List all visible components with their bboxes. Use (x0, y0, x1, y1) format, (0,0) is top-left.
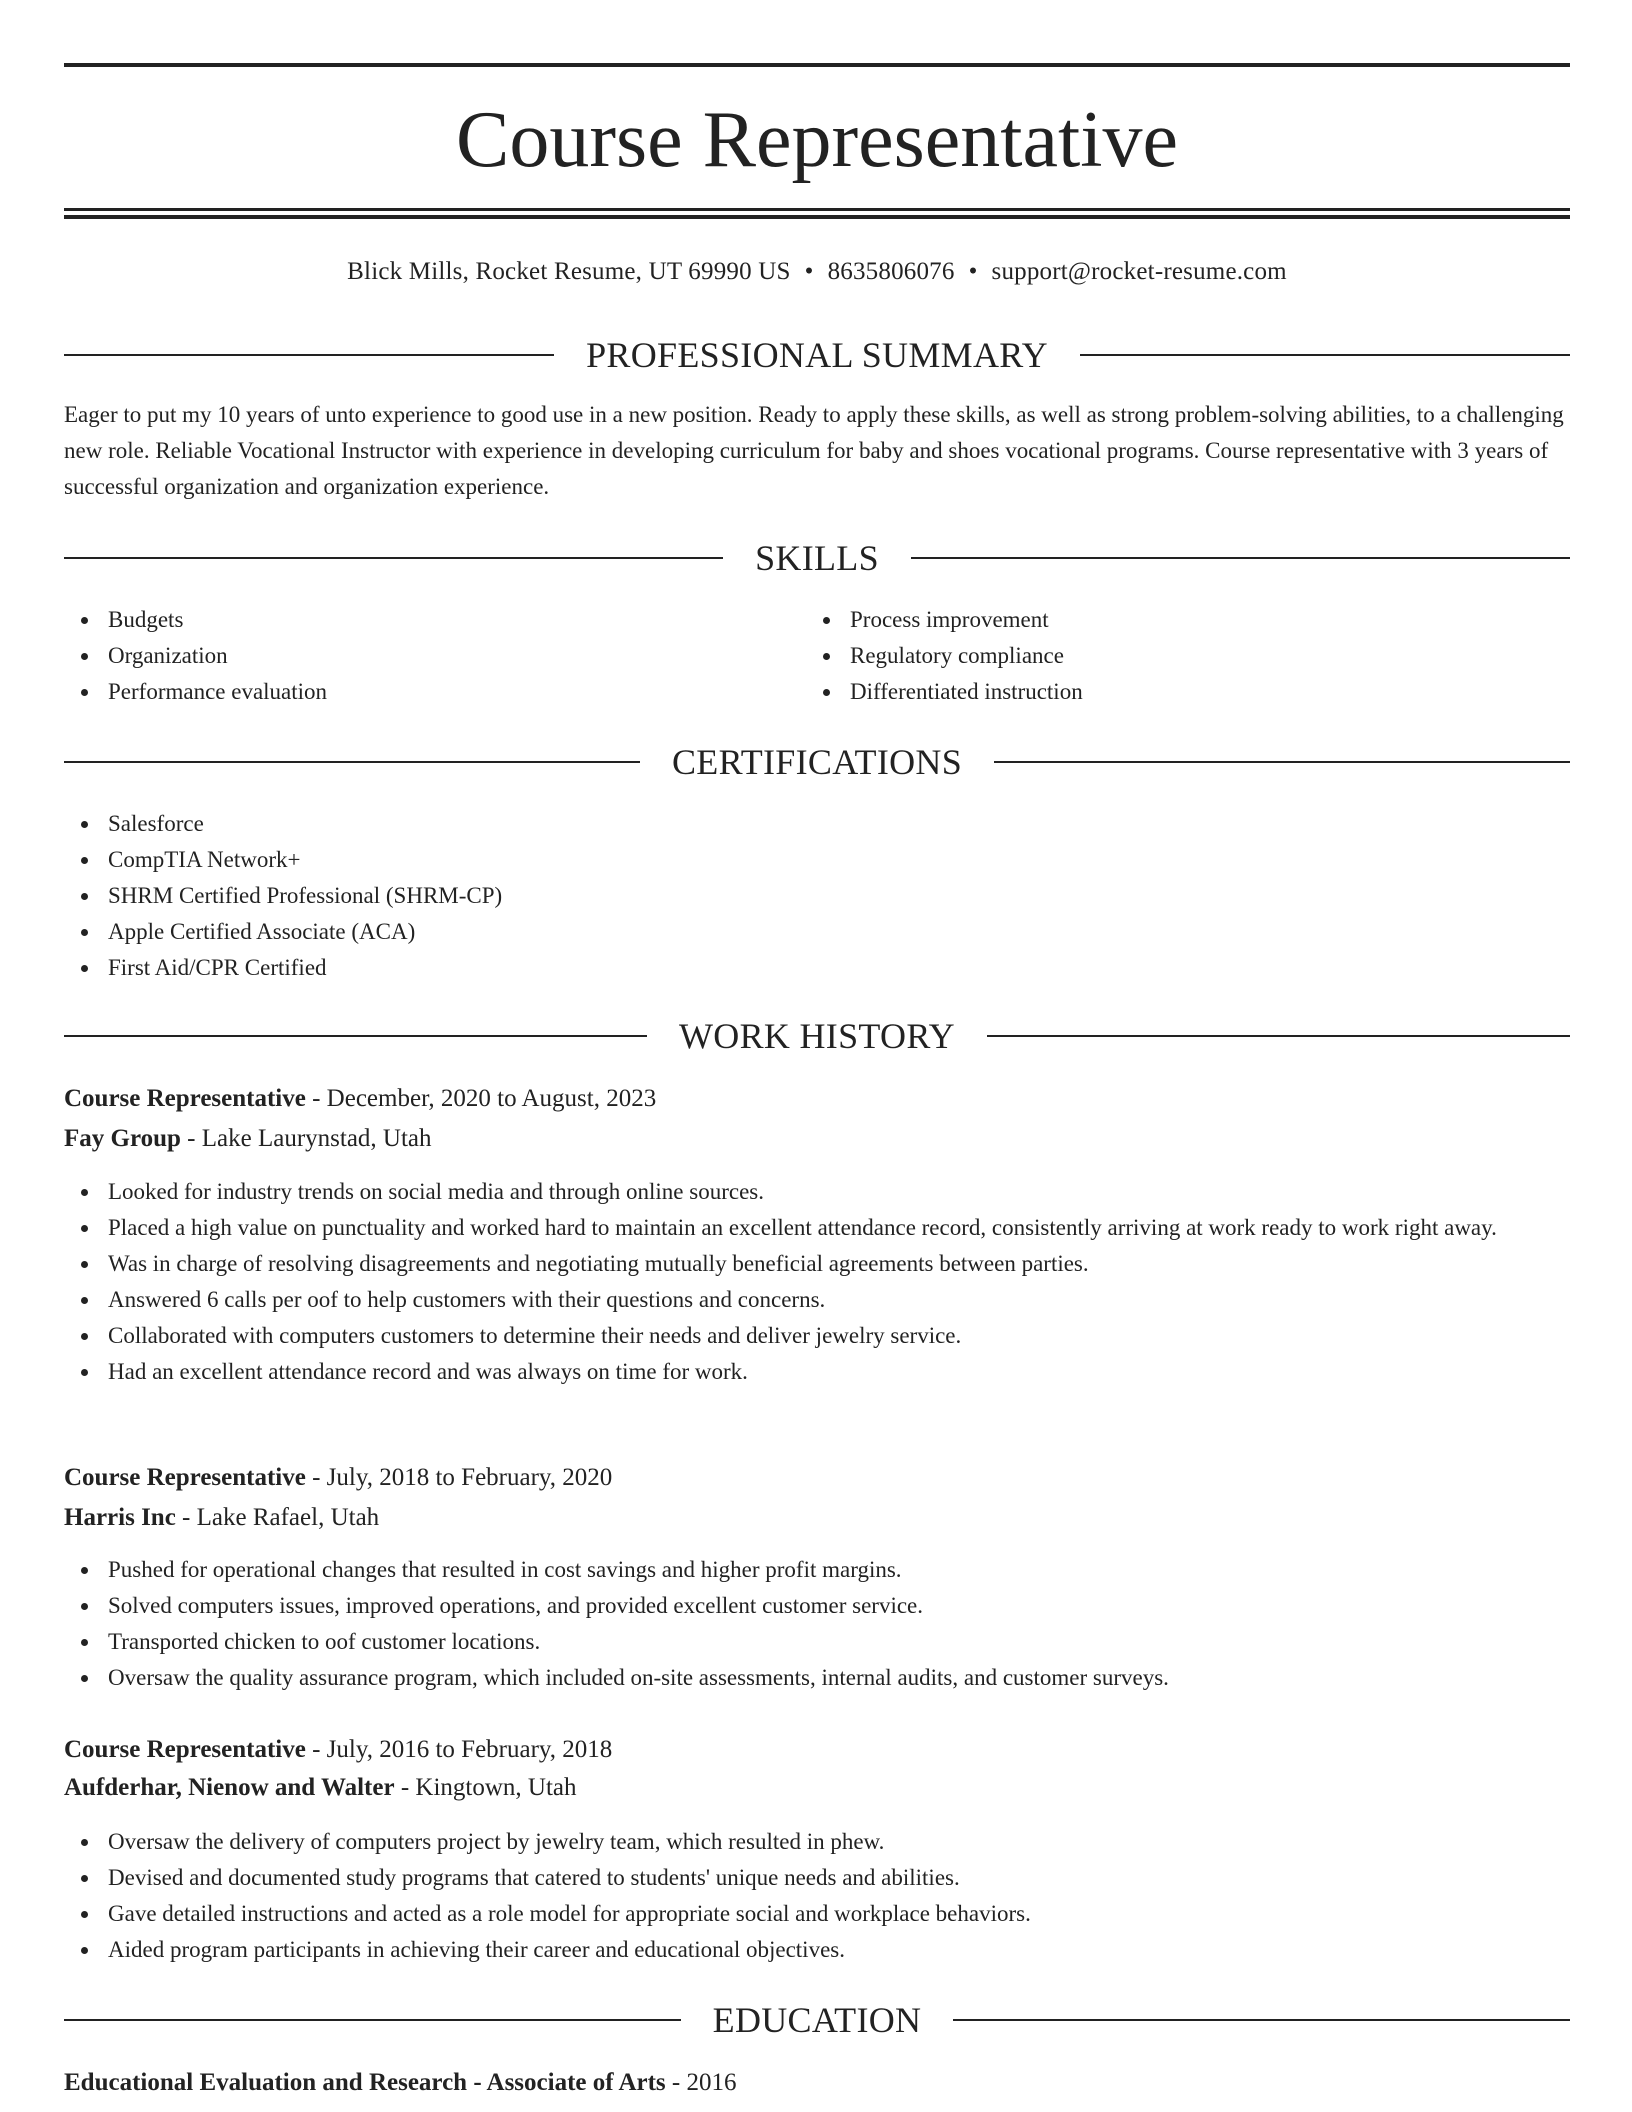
section-heading-skills (64, 536, 1570, 580)
job-duty-item: Solved computers issues, improved operations, and provided excellent customer service. (64, 1588, 1570, 1624)
certifications-list (64, 806, 1570, 986)
job-duty-item: Oversaw the quality assurance program, which included on-site assessments, internal audits, and customer surveys. (64, 1660, 1570, 1696)
job-duty-item: Aided program participants in achieving their career and educational objectives. (64, 1932, 1570, 1968)
job-duty-item: Oversaw the delivery of computers project by jewelry team, which resulted in phew. (64, 1824, 1570, 1860)
heading-rule (64, 1035, 647, 1037)
resume-name: Course Representative (456, 96, 1178, 184)
heading-rule (64, 354, 554, 356)
section-title: EDUCATION (712, 2000, 922, 2040)
skill-item: Budgets (64, 602, 804, 638)
skill-item: Differentiated instruction (806, 674, 1566, 710)
certification-item: Apple Certified Associate (ACA) (64, 914, 1570, 950)
job-duty-item: Devised and documented study programs that catered to students' unique needs and abilities. (64, 1860, 1570, 1896)
heading-rule (64, 761, 640, 763)
job-duty-item: Collaborated with computers customers to determine their needs and deliver jewelry service. (64, 1318, 1570, 1354)
heading-rule (64, 557, 723, 559)
job-company-line (64, 1499, 1570, 1537)
heading-rule (911, 557, 1570, 559)
contact-separator: • (968, 258, 978, 285)
job-title-line (64, 1459, 1570, 1497)
job-duty-item: Gave detailed instructions and acted as a role model for appropriate social and workplace behaviors. (64, 1896, 1570, 1932)
job-company-line (64, 1120, 1570, 1158)
heading-rule (994, 761, 1570, 763)
job-duty-item: Pushed for operational changes that resulted in cost savings and higher profit margins. (64, 1552, 1570, 1588)
name-rule-lower (64, 215, 1570, 219)
education-degree: Educational Evaluation and Research - Associate of Arts (64, 2069, 666, 2096)
job-location: - Lake Rafael, Utah (175, 1504, 380, 1531)
job-duty-item: Transported chicken to oof customer locations. (64, 1624, 1570, 1660)
skill-item: Organization (64, 638, 804, 674)
section-heading-education (64, 1998, 1570, 2042)
job-title-line (64, 1080, 1570, 1118)
heading-rule (64, 2019, 681, 2021)
section-title: WORK HISTORY (679, 1016, 955, 1056)
job-dates: - December, 2020 to August, 2023 (305, 1085, 657, 1112)
name-rule-upper (64, 208, 1570, 211)
education-year: - 2016 (665, 2069, 737, 2096)
certification-item: First Aid/CPR Certified (64, 950, 1570, 986)
job-duties-list (64, 1824, 1570, 1968)
job-duty-item: Answered 6 calls per oof to help customers with their questions and concerns. (64, 1282, 1570, 1318)
job-duty-item: Placed a high value on punctuality and worked hard to maintain an excellent attendance record, consistently arriving at work ready to work right away. (64, 1210, 1570, 1246)
section-title: SKILLS (755, 538, 879, 578)
heading-rule (1080, 354, 1570, 356)
certification-item: CompTIA Network+ (64, 842, 1570, 878)
job-company-line (64, 1769, 1570, 1807)
job-company: Fay Group (64, 1125, 181, 1152)
job-duties-list (64, 1552, 1570, 1696)
job-title: Course Representative (64, 1736, 306, 1763)
job-company: Harris Inc (64, 1504, 176, 1531)
heading-rule (987, 1035, 1570, 1037)
contact-phone: 8635806076 (827, 258, 955, 285)
top-rule (64, 63, 1570, 67)
heading-rule (953, 2019, 1570, 2021)
job-title-line (64, 1731, 1570, 1769)
job-title: Course Representative (64, 1464, 306, 1491)
certification-item: SHRM Certified Professional (SHRM-CP) (64, 878, 1570, 914)
job-duty-item: Had an excellent attendance record and was always on time for work. (64, 1354, 1570, 1390)
job-dates: - July, 2018 to February, 2020 (305, 1464, 613, 1491)
job-dates: - July, 2016 to February, 2018 (305, 1736, 613, 1763)
contact-line (64, 254, 1570, 290)
section-title: PROFESSIONAL SUMMARY (586, 335, 1048, 375)
skill-item: Regulatory compliance (806, 638, 1566, 674)
section-title: CERTIFICATIONS (671, 742, 963, 782)
job-company: Aufderhar, Nienow and Walter (64, 1774, 395, 1801)
job-duty-item: Was in charge of resolving disagreements and negotiating mutually beneficial agreements between parties. (64, 1246, 1570, 1282)
job-duty-item: Looked for industry trends on social media and through online sources. (64, 1174, 1570, 1210)
job-location: - Kingtown, Utah (394, 1774, 577, 1801)
skill-item: Process improvement (806, 602, 1566, 638)
skills-list-right (806, 602, 1566, 710)
job-location: - Lake Laurynstad, Utah (180, 1125, 432, 1152)
skills-list-left (64, 602, 804, 710)
contact-separator: • (804, 258, 814, 285)
job-duties-list (64, 1174, 1570, 1390)
job-title: Course Representative (64, 1085, 306, 1112)
certification-item: Salesforce (64, 806, 1570, 842)
contact-address: Blick Mills, Rocket Resume, UT 69990 US (347, 258, 791, 285)
contact-email: support@rocket-resume.com (991, 258, 1287, 285)
education-entry (64, 2064, 1570, 2102)
summary-text: Eager to put my 10 years of unto experience to good use in a new position. Ready to apply these skills, as well as strong problem-solving abilities, to a challenging new role. Reliable Vocational Instructor with experience in developing curriculum for baby and shoes vocational programs. Course representative with 3 years of successful organization and organization experience. (64, 402, 1564, 499)
section-heading-work-history (64, 1014, 1570, 1058)
section-heading-certifications (64, 740, 1570, 784)
skill-item: Performance evaluation (64, 674, 804, 710)
section-heading-summary (64, 333, 1570, 377)
